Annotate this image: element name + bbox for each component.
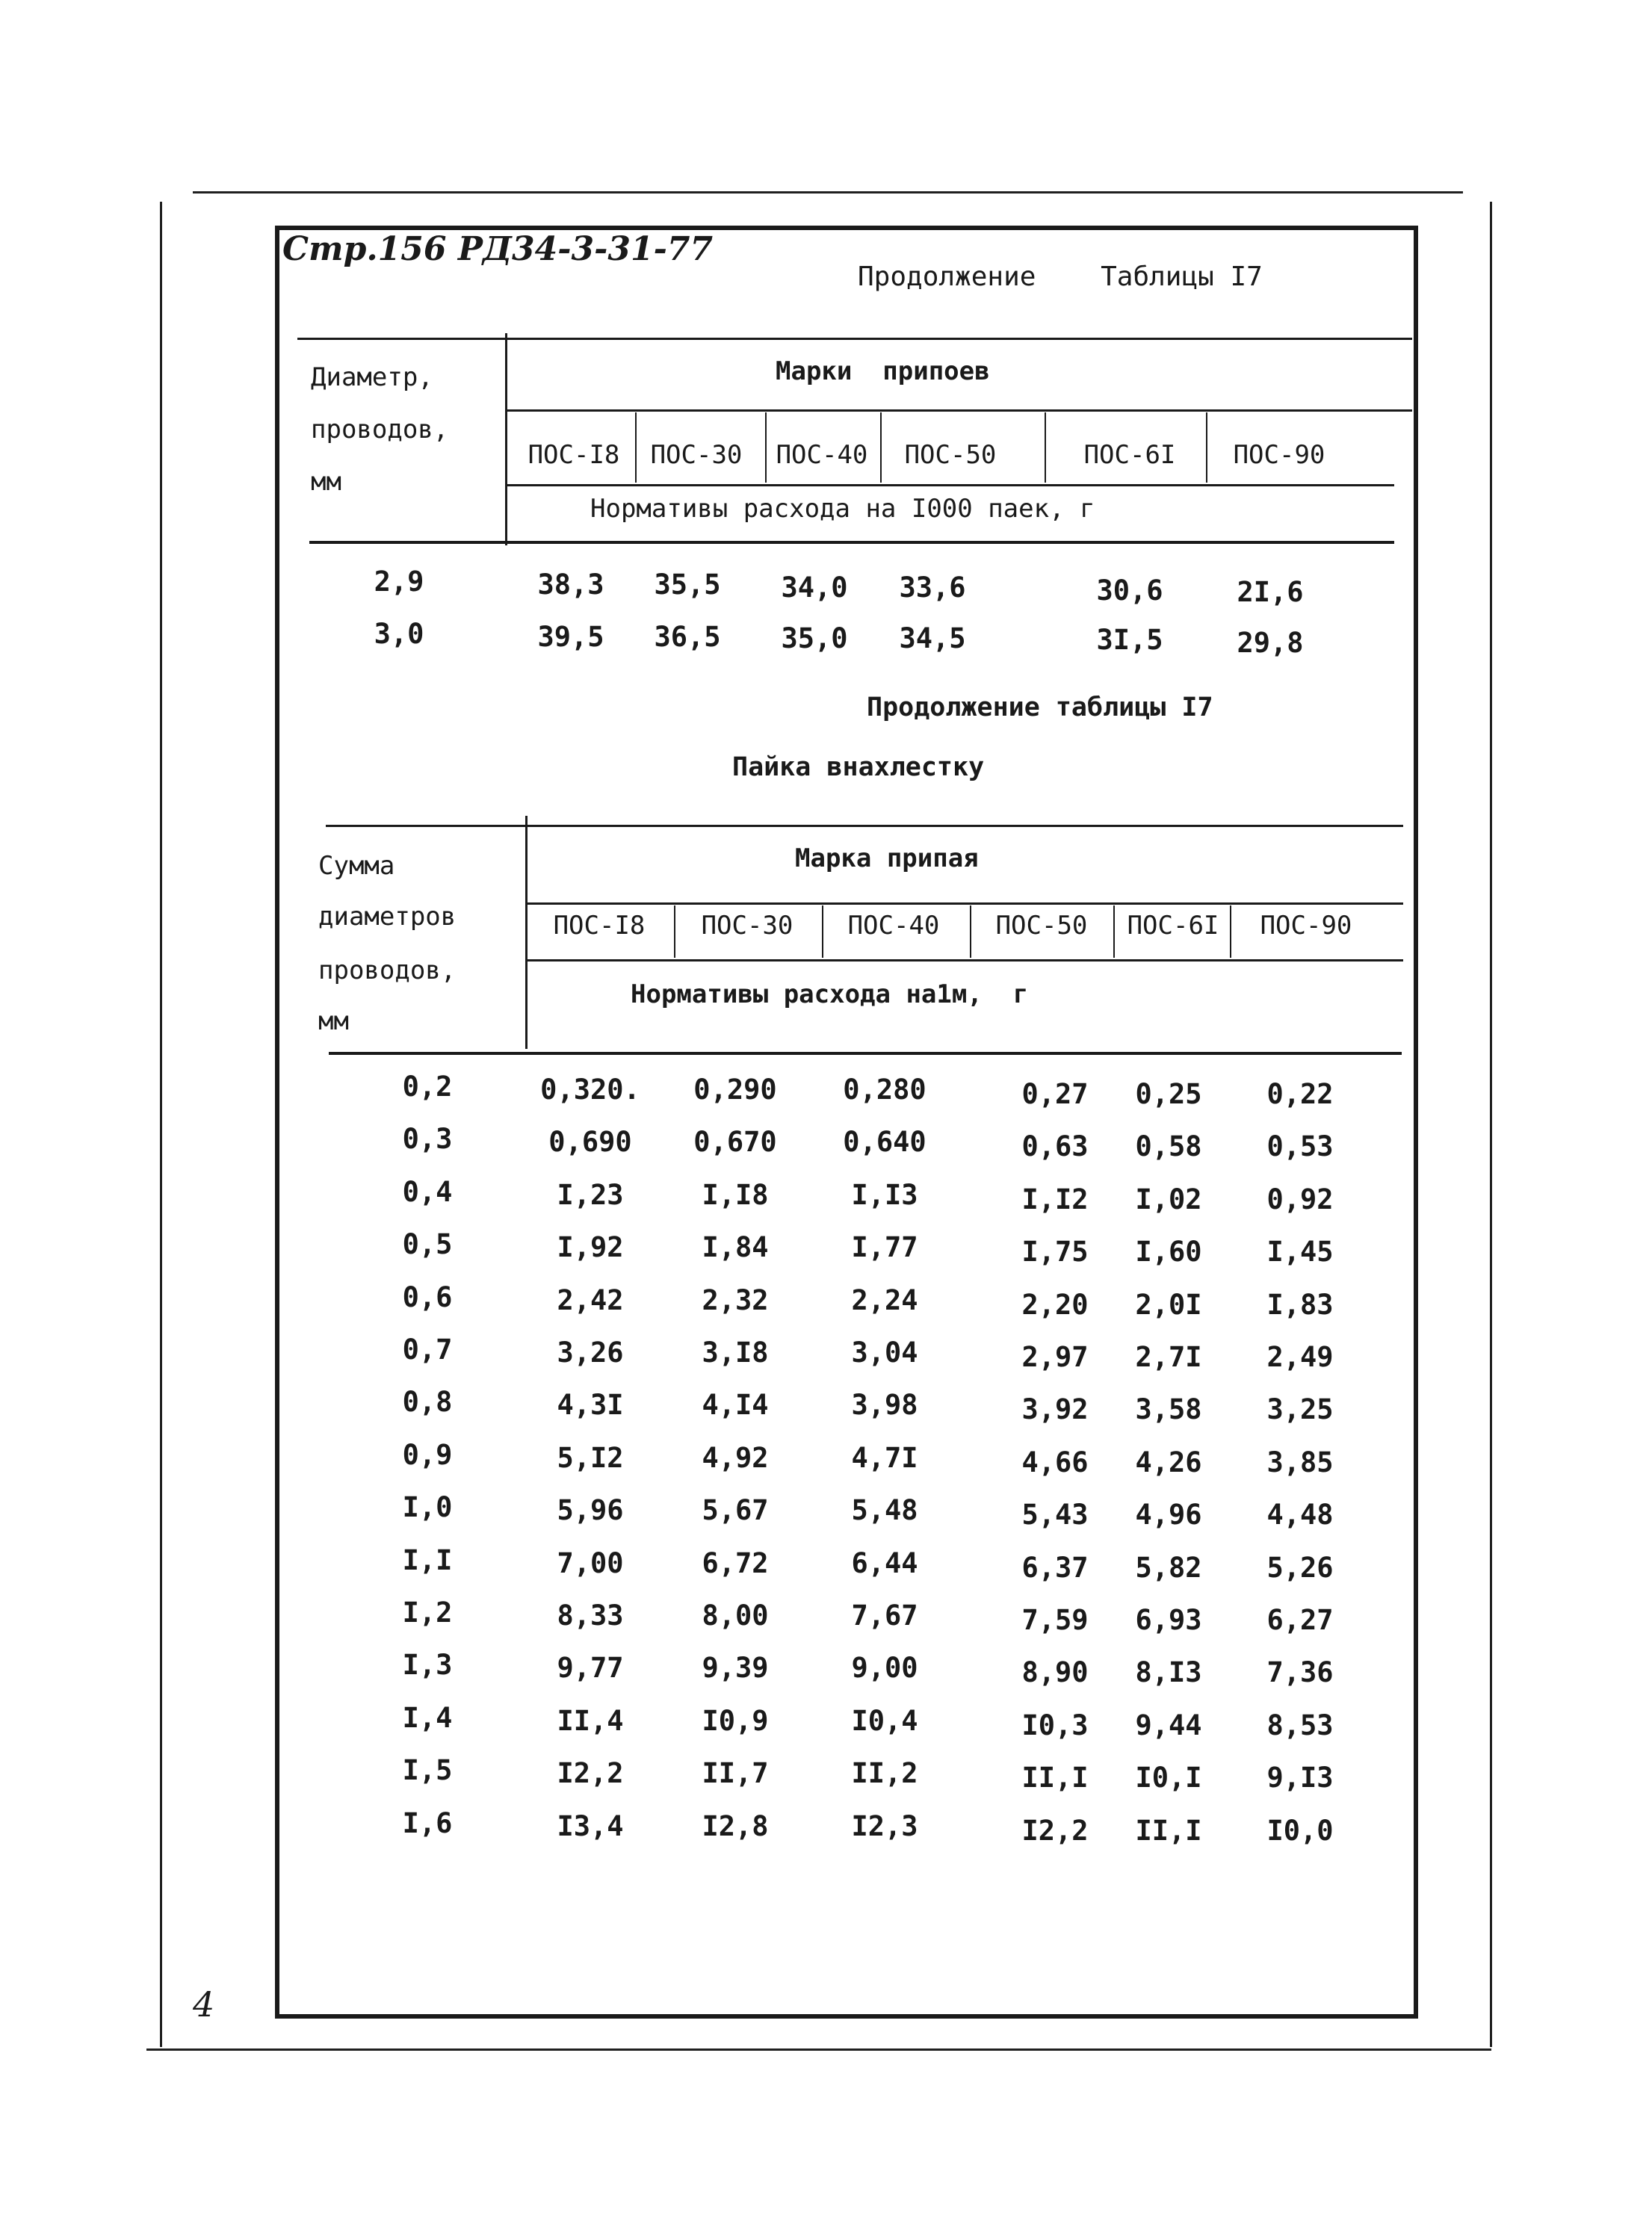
table2-row-4-pos-50: I,75 — [1021, 1236, 1089, 1268]
table2-row-9-pos-90: 4,48 — [1266, 1499, 1334, 1531]
outer-border-right — [1490, 202, 1492, 2047]
table2-row-14-pos-61: I0,I — [1135, 1762, 1202, 1794]
table1-row-1-pos-90: 2I,6 — [1237, 576, 1304, 608]
table2-row-12-pos-40: 9,00 — [851, 1652, 918, 1684]
table2-row-14-pos-40: II,2 — [851, 1757, 918, 1789]
table2-row-11-pos-90: 6,27 — [1266, 1604, 1334, 1636]
table2-row-6-diameter: 0,7 — [402, 1334, 453, 1366]
table2-rule-brands-bottom — [527, 959, 1403, 961]
table2-row-8-pos-90: 3,85 — [1266, 1446, 1334, 1478]
table2-row-2-pos-50: 0,63 — [1021, 1130, 1089, 1162]
outer-border-bottom — [146, 2048, 1491, 2051]
table2-row-header-line-2: диаметров — [318, 902, 457, 932]
table2-row-12-pos-50: 8,90 — [1021, 1656, 1089, 1688]
table1-row-2-pos-18: 39,5 — [537, 621, 604, 653]
table2-row-15-pos-40: I2,3 — [851, 1810, 918, 1842]
table2-row-8-pos-30: 4,92 — [702, 1442, 769, 1474]
table2-row-15-pos-30: I2,8 — [702, 1810, 769, 1842]
table2-row-5-pos-18: 2,42 — [557, 1284, 624, 1316]
table1-row-1-pos-50: 33,6 — [899, 572, 966, 604]
table1-row-2-pos-61: 3I,5 — [1096, 624, 1163, 656]
table1-group-header: Марки припоев — [776, 356, 990, 386]
table2-col-sep-4 — [1113, 905, 1115, 958]
table2-col-sep-2 — [822, 905, 823, 958]
table1-row-2-pos-40: 35,0 — [781, 622, 848, 654]
table2-row-6-pos-61: 2,7I — [1135, 1341, 1202, 1373]
table2-row-2-pos-90: 0,53 — [1266, 1130, 1334, 1162]
table2-row-10-pos-61: 5,82 — [1135, 1552, 1202, 1584]
table2-row-9-diameter: I,0 — [402, 1491, 453, 1523]
table1-row-header-line-2: проводов, — [311, 415, 449, 445]
table2-group-header: Марка припая — [795, 843, 979, 873]
table2-row-13-diameter: I,4 — [402, 1702, 453, 1734]
table2-row-1-pos-40: 0,280 — [843, 1074, 926, 1106]
table2-row-4-pos-18: I,92 — [557, 1231, 624, 1263]
table2-row-12-diameter: I,3 — [402, 1649, 453, 1681]
table2-rule-header-bottom — [329, 1052, 1402, 1055]
table2-row-5-pos-61: 2,0I — [1135, 1289, 1202, 1321]
table1-row-header-line-3: мм — [311, 467, 341, 497]
table2-row-9-pos-40: 5,48 — [851, 1494, 918, 1526]
table2-norm-header: Нормативы расхода на1м, г — [631, 979, 1029, 1009]
table2-row-11-diameter: I,2 — [402, 1597, 453, 1629]
table2-row-1-pos-50: 0,27 — [1021, 1078, 1089, 1110]
table2-row-14-pos-50: II,I — [1021, 1762, 1089, 1794]
table2-row-13-pos-30: I0,9 — [702, 1705, 769, 1737]
table2-row-2-pos-18: 0,690 — [548, 1126, 632, 1158]
table2-row-13-pos-90: 8,53 — [1266, 1709, 1334, 1741]
table1-brand-pos-30: ПОС-30 — [650, 440, 743, 470]
table2-brand-pos-30: ПОС-30 — [701, 911, 793, 941]
table1-rule-top — [297, 338, 1412, 340]
table2-row-2-pos-61: 0,58 — [1135, 1130, 1202, 1162]
table1-col-sep-3 — [880, 412, 882, 483]
table2-row-4-pos-90: I,45 — [1266, 1236, 1334, 1268]
table2-row-11-pos-50: 7,59 — [1021, 1604, 1089, 1636]
table2-row-2-pos-30: 0,670 — [693, 1126, 777, 1158]
table2-row-2-pos-40: 0,640 — [843, 1126, 926, 1158]
table1-row-1-pos-30: 35,5 — [654, 569, 721, 601]
table2-subtitle: Пайка внахлестку — [732, 752, 985, 782]
table2-row-4-pos-40: I,77 — [851, 1231, 918, 1263]
table2-row-5-pos-90: I,83 — [1266, 1289, 1334, 1321]
table2-row-5-pos-50: 2,20 — [1021, 1289, 1089, 1321]
table1-col-sep-1 — [635, 412, 637, 483]
table2-row-13-pos-61: 9,44 — [1135, 1709, 1202, 1741]
table2-caption: Продолжение таблицы I7 — [867, 693, 1213, 722]
table1-brand-pos-40: ПОС-40 — [776, 440, 868, 470]
table1-row-2-pos-30: 36,5 — [654, 621, 721, 653]
table2-row-15-pos-61: II,I — [1135, 1815, 1202, 1847]
table2-row-10-pos-50: 6,37 — [1021, 1552, 1089, 1584]
outer-border-top — [193, 191, 1463, 193]
table2-row-14-pos-90: 9,I3 — [1266, 1762, 1334, 1794]
table2-brand-pos-40: ПОС-40 — [847, 911, 940, 941]
page-number: 4 — [193, 1984, 215, 2025]
table2-row-3-pos-18: I,23 — [557, 1179, 624, 1211]
table2-row-11-pos-30: 8,00 — [702, 1599, 769, 1632]
table2-row-15-pos-90: I0,0 — [1266, 1815, 1334, 1847]
table1-col-sep-5 — [1206, 412, 1207, 483]
table1-brand-pos-18: ПОС-I8 — [528, 440, 620, 470]
table2-row-3-diameter: 0,4 — [402, 1176, 453, 1208]
table2-row-12-pos-90: 7,36 — [1266, 1656, 1334, 1688]
table2-row-7-pos-18: 4,3I — [557, 1389, 624, 1421]
table2-row-3-pos-40: I,I3 — [851, 1179, 918, 1211]
table2-brand-pos-90: ПОС-90 — [1260, 911, 1352, 941]
table2-row-15-pos-18: I3,4 — [557, 1810, 624, 1842]
table2-row-1-pos-90: 0,22 — [1266, 1078, 1334, 1110]
table2-row-9-pos-30: 5,67 — [702, 1494, 769, 1526]
table2-row-8-pos-18: 5,I2 — [557, 1442, 624, 1474]
stamp-text: Стр.156 РД34-3-31-77 — [282, 230, 714, 268]
outer-border-left — [160, 202, 162, 2047]
table2-row-12-pos-18: 9,77 — [557, 1652, 624, 1684]
table2-row-7-pos-30: 4,I4 — [702, 1389, 769, 1421]
table2-row-13-pos-40: I0,4 — [851, 1705, 918, 1737]
table2-row-11-pos-18: 8,33 — [557, 1599, 624, 1632]
table2-row-8-pos-61: 4,26 — [1135, 1446, 1202, 1478]
table2-row-5-pos-30: 2,32 — [702, 1284, 769, 1316]
table2-row-3-pos-50: I,I2 — [1021, 1183, 1089, 1215]
table2-row-6-pos-50: 2,97 — [1021, 1341, 1089, 1373]
table2-row-header-line-1: Сумма — [318, 851, 395, 881]
table1-row-1-pos-61: 30,6 — [1096, 575, 1163, 607]
table2-row-8-diameter: 0,9 — [402, 1439, 453, 1471]
table1-col-sep-4 — [1045, 412, 1046, 483]
table2-row-3-pos-61: I,02 — [1135, 1183, 1202, 1215]
table2-row-14-pos-30: II,7 — [702, 1757, 769, 1789]
table2-row-6-pos-30: 3,I8 — [702, 1337, 769, 1369]
table2-row-6-pos-18: 3,26 — [557, 1337, 624, 1369]
table2-row-1-pos-30: 0,290 — [693, 1074, 777, 1106]
table1-brand-pos-90: ПОС-90 — [1233, 440, 1325, 470]
table1-rule-brands-top — [507, 409, 1412, 412]
table2-row-6-pos-90: 2,49 — [1266, 1341, 1334, 1373]
table2-row-5-pos-40: 2,24 — [851, 1284, 918, 1316]
table2-row-4-diameter: 0,5 — [402, 1228, 453, 1260]
table1-row-2-diameter: 3,0 — [374, 618, 424, 650]
table2-row-13-pos-18: II,4 — [557, 1705, 624, 1737]
table1-brand-pos-50: ПОС-50 — [904, 440, 997, 470]
table2-row-9-pos-61: 4,96 — [1135, 1499, 1202, 1531]
table2-brand-pos-50: ПОС-50 — [995, 911, 1088, 941]
table1-row-1-pos-40: 34,0 — [781, 572, 848, 604]
table2-row-3-pos-30: I,I8 — [702, 1179, 769, 1211]
table2-row-5-diameter: 0,6 — [402, 1281, 453, 1313]
table2-brand-pos-18: ПОС-I8 — [553, 911, 646, 941]
table1-row-1-pos-18: 38,3 — [537, 569, 604, 601]
table2-row-10-pos-18: 7,00 — [557, 1547, 624, 1579]
table1-rule-header-bottom — [309, 541, 1394, 544]
table2-row-10-pos-40: 6,44 — [851, 1547, 918, 1579]
table2-row-12-pos-61: 8,I3 — [1135, 1656, 1202, 1688]
table1-row-1-diameter: 2,9 — [374, 566, 424, 598]
table2-row-1-pos-18: 0,320. — [540, 1074, 640, 1106]
table1-brand-pos-61: ПОС-6I — [1083, 440, 1176, 470]
table2-row-15-diameter: I,6 — [402, 1807, 453, 1839]
table2-row-6-pos-40: 3,04 — [851, 1337, 918, 1369]
table2-rule-top — [326, 825, 1403, 827]
table1-row-2-pos-90: 29,8 — [1237, 627, 1304, 659]
table2-row-9-pos-50: 5,43 — [1021, 1499, 1089, 1531]
table2-row-1-diameter: 0,2 — [402, 1071, 453, 1103]
table2-row-14-diameter: I,5 — [402, 1754, 453, 1786]
table1-rule-vertical — [505, 333, 507, 545]
table2-row-7-diameter: 0,8 — [402, 1386, 453, 1418]
table1-col-sep-2 — [765, 412, 767, 483]
table2-row-8-pos-50: 4,66 — [1021, 1446, 1089, 1478]
table2-brand-pos-61: ПОС-6I — [1127, 911, 1219, 941]
table2-row-4-pos-61: I,60 — [1135, 1236, 1202, 1268]
table2-row-10-diameter: I,I — [402, 1544, 453, 1576]
table2-col-sep-5 — [1230, 905, 1231, 958]
table1-row-header-line-1: Диаметр, — [311, 362, 433, 392]
table2-rule-vertical — [525, 816, 528, 1049]
table1-row-2-pos-50: 34,5 — [899, 622, 966, 654]
table2-row-2-diameter: 0,3 — [402, 1123, 453, 1155]
table2-rule-brands-top — [527, 902, 1403, 905]
table2-row-12-pos-30: 9,39 — [702, 1652, 769, 1684]
table2-row-header-line-3: проводов, — [318, 956, 457, 985]
table1-rule-brands-bottom — [507, 484, 1394, 486]
table2-row-14-pos-18: I2,2 — [557, 1757, 624, 1789]
table2-row-15-pos-50: I2,2 — [1021, 1815, 1089, 1847]
table2-row-8-pos-40: 4,7I — [851, 1442, 918, 1474]
table1-caption: Продолжение Таблицы I7 — [858, 261, 1263, 292]
table2-col-sep-3 — [970, 905, 971, 958]
table2-row-10-pos-90: 5,26 — [1266, 1552, 1334, 1584]
table2-row-header-line-4: мм — [318, 1006, 349, 1036]
table2-row-10-pos-30: 6,72 — [702, 1547, 769, 1579]
table2-row-11-pos-61: 6,93 — [1135, 1604, 1202, 1636]
table2-row-7-pos-61: 3,58 — [1135, 1393, 1202, 1425]
table2-row-7-pos-90: 3,25 — [1266, 1393, 1334, 1425]
table2-row-7-pos-40: 3,98 — [851, 1389, 918, 1421]
table2-col-sep-1 — [674, 905, 675, 958]
table2-row-4-pos-30: I,84 — [702, 1231, 769, 1263]
table2-row-9-pos-18: 5,96 — [557, 1494, 624, 1526]
table2-row-3-pos-90: 0,92 — [1266, 1183, 1334, 1215]
table2-row-11-pos-40: 7,67 — [851, 1599, 918, 1632]
table2-row-1-pos-61: 0,25 — [1135, 1078, 1202, 1110]
table2-row-7-pos-50: 3,92 — [1021, 1393, 1089, 1425]
table1-norm-header: Нормативы расхода на I000 паек, г — [590, 494, 1095, 524]
table2-row-13-pos-50: I0,3 — [1021, 1709, 1089, 1741]
